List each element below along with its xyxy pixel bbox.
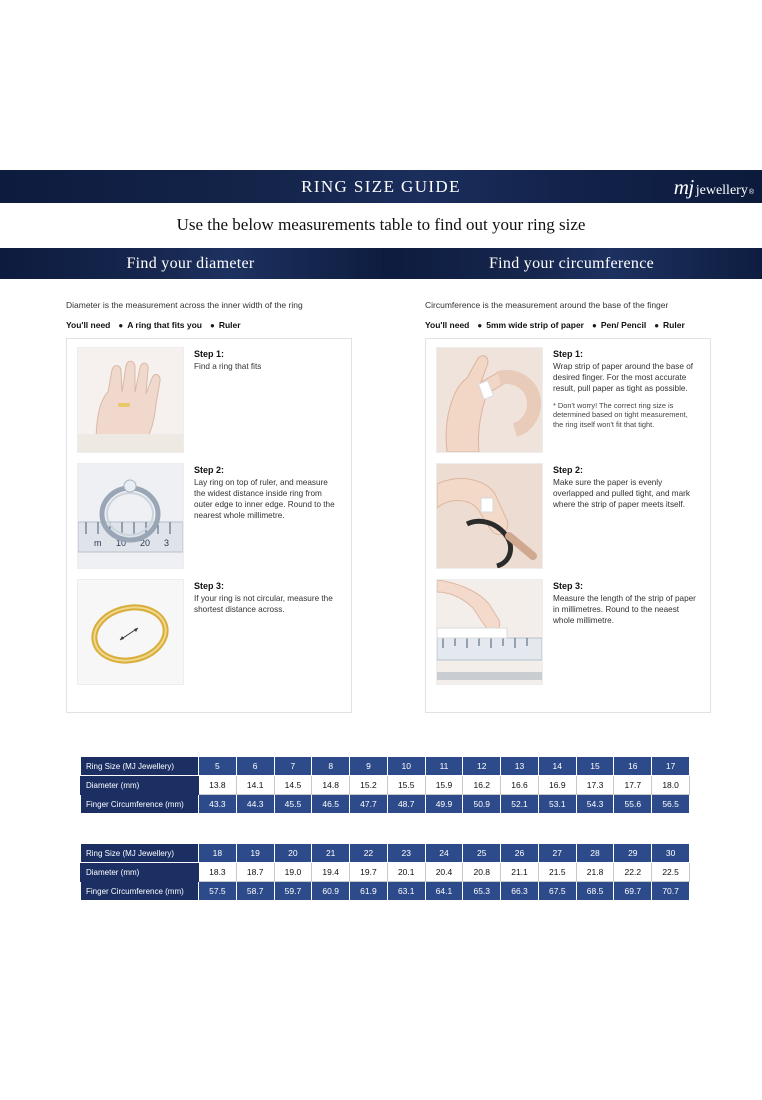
circumference-step-2-body: Make sure the paper is evenly overlapped and pulled tight, and mark where the strip of paper meets itself.: [553, 478, 691, 509]
brand-mark: mj: [673, 175, 694, 199]
cell: 55.6: [614, 795, 652, 814]
cell: 10: [387, 757, 425, 776]
table-row: [81, 844, 690, 863]
cell: 13.8: [199, 776, 237, 795]
section-header-circumference-label: Find your circumference: [488, 254, 655, 272]
circumference-requirement-2: Pen/ Pencil: [600, 320, 647, 331]
circumference-steps-box: [425, 338, 711, 713]
cell: 44.3: [236, 795, 274, 814]
diameter-requirements-label: You'll need: [66, 320, 111, 331]
bullet-icon: ●: [209, 320, 215, 330]
bullet-icon: ●: [118, 320, 124, 330]
cell: 43.3: [199, 795, 237, 814]
page-header-bar: [0, 170, 762, 203]
ring-on-ruler-photo: [77, 463, 184, 569]
cell: 15.9: [425, 776, 463, 795]
marking-paper-strip-photo: [436, 463, 543, 569]
circumference-step-1: [436, 347, 700, 453]
brand-registered-mark: ®: [748, 189, 754, 196]
circumference-step-1-body: Wrap strip of paper around the base of desired finger. For the most accurate result, pull paper as tight as possible.: [553, 362, 694, 393]
cell: 21.8: [576, 863, 614, 882]
cell: 65.3: [463, 882, 501, 901]
cell: 21.1: [501, 863, 539, 882]
brand-word: jewellery: [695, 183, 748, 198]
size-table-2-wrap: [80, 843, 690, 901]
bullet-icon: ●: [477, 320, 483, 330]
cell: 15.2: [350, 776, 388, 795]
cell: 66.3: [501, 882, 539, 901]
cell: 16.9: [538, 776, 576, 795]
cell: 18: [199, 844, 237, 863]
cell: 20.8: [463, 863, 501, 882]
circumference-requirements: [425, 320, 725, 330]
circumference-step-3-title: Step 3:: [553, 581, 584, 592]
circumference-requirement-3: Ruler: [663, 320, 685, 331]
circumference-step-1-note: * Don't worry! The correct ring size is determined based on tight measurement, the ring itself won't fit that tight.: [553, 400, 688, 430]
diameter-step-1: [77, 347, 341, 453]
cell: 6: [236, 757, 274, 776]
cell: 20.1: [387, 863, 425, 882]
cell: 48.7: [387, 795, 425, 814]
size-table-1: [80, 756, 690, 814]
size-table-1-wrap: [80, 756, 690, 814]
section-header-diameter: [0, 248, 381, 279]
svg-text:20: 20: [140, 538, 151, 549]
diameter-requirement-2: Ruler: [218, 320, 241, 331]
cell: 18.3: [199, 863, 237, 882]
cell: 19.7: [350, 863, 388, 882]
mark-paper-illustration: [437, 464, 542, 568]
cell: 17.3: [576, 776, 614, 795]
cell: 56.5: [652, 795, 690, 814]
section-header-circumference: [381, 248, 762, 279]
cell: 16: [614, 757, 652, 776]
diameter-step-1-body: Find a ring that fits: [194, 362, 262, 372]
cell: 19.0: [274, 863, 312, 882]
circumference-requirements-label: You'll need: [425, 320, 470, 331]
cell: 27: [538, 844, 576, 863]
cell: 46.5: [312, 795, 350, 814]
cell: 24: [425, 844, 463, 863]
cell: 14.1: [236, 776, 274, 795]
cell: 57.5: [199, 882, 237, 901]
cell: 53.1: [538, 795, 576, 814]
cell: 45.5: [274, 795, 312, 814]
cell: 25: [463, 844, 501, 863]
cell: 14: [538, 757, 576, 776]
table-row: [81, 757, 690, 776]
table-row: [81, 882, 690, 901]
cell: 13: [501, 757, 539, 776]
circumference-step-3: [436, 579, 700, 685]
brand-logo: [674, 175, 754, 200]
cell: 11: [425, 757, 463, 776]
hand-with-ring-illustration: [78, 348, 183, 452]
cell: 7: [274, 757, 312, 776]
row-label: Finger Circumference (mm): [81, 795, 199, 814]
row-label: Finger Circumference (mm): [81, 882, 199, 901]
diameter-step-2-title: Step 2:: [194, 465, 225, 476]
cell: 15: [576, 757, 614, 776]
diameter-requirement-1: A ring that fits you: [127, 320, 202, 331]
row-label: Diameter (mm): [81, 863, 199, 882]
cell: 21.5: [538, 863, 576, 882]
hand-with-ring-photo: [77, 347, 184, 453]
cell: 19: [236, 844, 274, 863]
cell: 18.7: [236, 863, 274, 882]
cell: 63.1: [387, 882, 425, 901]
diameter-section: [66, 300, 366, 713]
svg-text:3: 3: [164, 538, 170, 549]
gold-ring-illustration: [78, 580, 183, 684]
table-row: [81, 863, 690, 882]
paper-strip-on-finger-photo: [436, 347, 543, 453]
cell: 58.7: [236, 882, 274, 901]
measure-paper-illustration: [437, 580, 542, 684]
gold-band-ring-photo: [77, 579, 184, 685]
cell: 61.9: [350, 882, 388, 901]
cell: 5: [199, 757, 237, 776]
diameter-step-3-body: If your ring is not circular, measure the shortest distance across.: [194, 594, 333, 614]
cell: 17.7: [614, 776, 652, 795]
cell: 16.2: [463, 776, 501, 795]
row-label: Ring Size (MJ Jewellery): [81, 844, 199, 863]
section-header-diameter-label: Find your diameter: [126, 254, 255, 272]
cell: 59.7: [274, 882, 312, 901]
paper-strip-on-ruler-photo: [436, 579, 543, 685]
cell: 54.3: [576, 795, 614, 814]
cell: 20.4: [425, 863, 463, 882]
circumference-step-2-title: Step 2:: [553, 465, 584, 476]
cell: 15.5: [387, 776, 425, 795]
cell: 21: [312, 844, 350, 863]
row-label: Diameter (mm): [81, 776, 199, 795]
circumference-description: Circumference is the measurement around the base of the finger: [425, 300, 669, 310]
page-subtitle: Use the below measurements table to find out your ring size: [176, 215, 586, 234]
bullet-icon: ●: [654, 320, 660, 330]
cell: 16.6: [501, 776, 539, 795]
circumference-step-3-body: Measure the length of the strip of paper in millimetres. Round to the neaest whole millimetre.: [553, 594, 696, 625]
ring-on-ruler-illustration: [78, 464, 183, 568]
bullet-icon: ●: [592, 320, 597, 330]
cell: 30: [652, 844, 690, 863]
cell: 12: [463, 757, 501, 776]
diameter-step-2: [77, 463, 341, 569]
cell: 60.9: [312, 882, 350, 901]
cell: 9: [350, 757, 388, 776]
cell: 14.5: [274, 776, 312, 795]
cell: 52.1: [501, 795, 539, 814]
row-label: Ring Size (MJ Jewellery): [81, 757, 199, 776]
cell: 17: [652, 757, 690, 776]
svg-text:m: m: [94, 538, 102, 549]
circumference-section: [425, 300, 725, 713]
circumference-step-2: [436, 463, 700, 569]
cell: 18.0: [652, 776, 690, 795]
svg-text:10: 10: [116, 538, 127, 549]
cell: 67.5: [538, 882, 576, 901]
wrap-paper-illustration: [437, 348, 542, 452]
cell: 26: [501, 844, 539, 863]
page-title: RING SIZE GUIDE: [301, 176, 461, 196]
diameter-steps-box: [66, 338, 352, 713]
table-row: [81, 776, 690, 795]
cell: 22.2: [614, 863, 652, 882]
diameter-step-1-title: Step 1:: [194, 349, 225, 360]
cell: 49.9: [425, 795, 463, 814]
diameter-step-2-body: Lay ring on top of ruler, and measure the widest distance inside ring from outer edge to inner edge. Round to the nearest whole millimetre.: [194, 478, 335, 520]
cell: 47.7: [350, 795, 388, 814]
cell: 22: [350, 844, 388, 863]
cell: 28: [576, 844, 614, 863]
cell: 64.1: [425, 882, 463, 901]
cell: 20: [274, 844, 312, 863]
cell: 69.7: [614, 882, 652, 901]
table-row: [81, 795, 690, 814]
circumference-step-1-title: Step 1:: [553, 349, 584, 360]
diameter-step-3: [77, 579, 341, 685]
circumference-requirement-1: 5mm wide strip of paper: [486, 320, 584, 331]
cell: 22.5: [652, 863, 690, 882]
cell: 8: [312, 757, 350, 776]
size-table-2: [80, 843, 690, 901]
cell: 68.5: [576, 882, 614, 901]
cell: 14.8: [312, 776, 350, 795]
diameter-requirements: [66, 320, 366, 330]
cell: 29: [614, 844, 652, 863]
cell: 50.9: [463, 795, 501, 814]
cell: 19.4: [312, 863, 350, 882]
cell: 23: [387, 844, 425, 863]
cell: 70.7: [652, 882, 690, 901]
diameter-step-3-title: Step 3:: [194, 581, 225, 592]
diameter-description: Diameter is the measurement across the inner width of the ring: [66, 300, 303, 310]
